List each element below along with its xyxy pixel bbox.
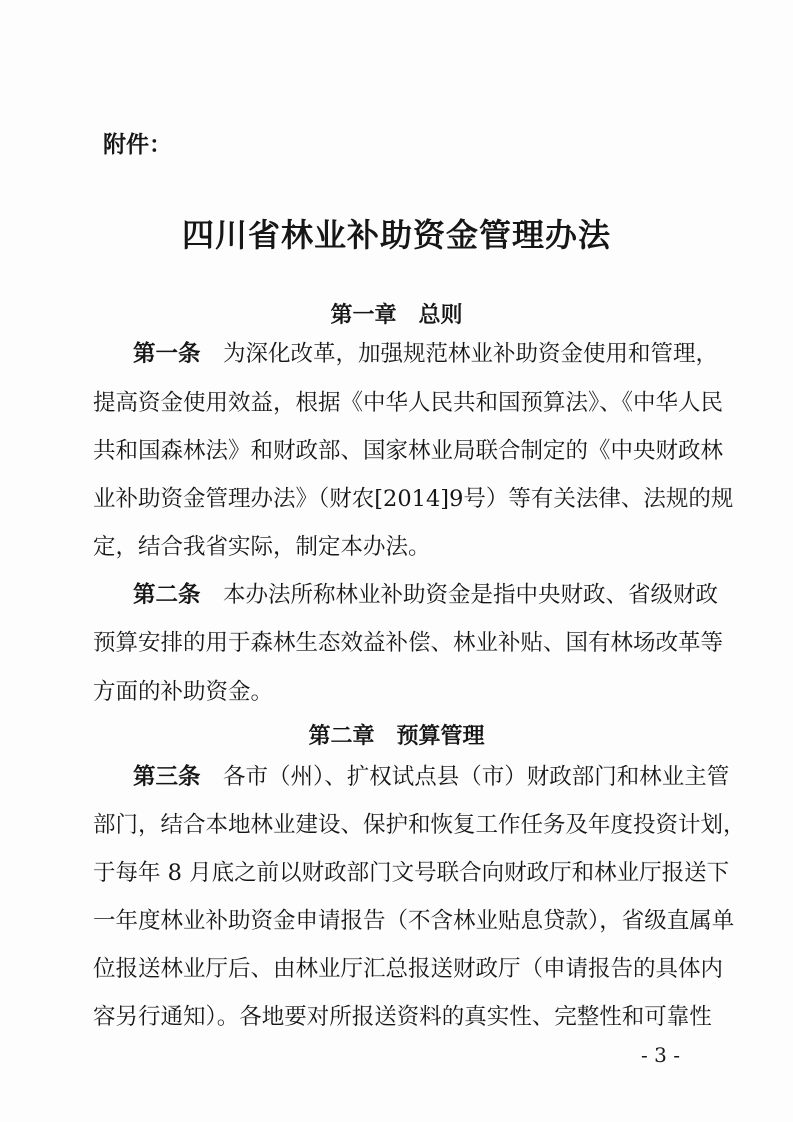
article-1-line: 提高资金使用效益，根据《中华人民共和国预算法》、《中华人民 [93, 390, 724, 416]
chapter-1-heading: 第一章 总则 [330, 303, 463, 328]
document-title: 四川省林业补助资金管理办法 [181, 216, 611, 254]
article-1-line: 业补助资金管理办法》（财农[2014]9号）等有关法律、法规的规 [93, 486, 734, 512]
article-3-line: 位报送林业厅后、由林业厅汇总报送财政厅（申请报告的具体内 [93, 956, 724, 982]
article-3-line: 容另行通知）。各地要对所报送资料的真实性、完整性和可靠性 [93, 1004, 712, 1030]
article-1-line: 共和国森林法》和财政部、国家林业局联合制定的《中央财政林 [93, 438, 724, 464]
article-3-line: 于每年 8 月底之前以财政部门文号联合向财政厅和林业厅报送下 [93, 860, 730, 886]
article-3-line: 一年度林业补助资金申请报告（不含林业贴息贷款），省级直属单 [93, 908, 735, 934]
article-3-line: 部门，结合本地林业建设、保护和恢复工作任务及年度投资计划， [93, 812, 746, 838]
article-3-line: 第三条 各市（州）、扩权试点县（市）财政部门和林业主管 [133, 764, 730, 790]
article-1-line: 第一条 为深化改革，加强规范林业补助资金使用和管理， [133, 341, 719, 367]
article-2-label: 第二条 [133, 582, 201, 608]
article-2-line: 预算安排的用于森林生态效益补偿、林业补贴、国有林场改革等 [93, 630, 724, 656]
article-2-line: 方面的补助资金。 [93, 679, 274, 705]
article-1-line: 定，结合我省实际，制定本办法。 [93, 534, 431, 560]
article-1-label: 第一条 [133, 341, 201, 367]
article-2-line: 第二条 本办法所称林业补助资金是指中央财政、省级财政 [133, 582, 719, 608]
attachment-label: 附件： [103, 132, 172, 158]
page-number: - 3 - [641, 1043, 680, 1067]
chapter-2-heading: 第二章 预算管理 [308, 724, 485, 749]
article-3-label: 第三条 [133, 764, 201, 790]
